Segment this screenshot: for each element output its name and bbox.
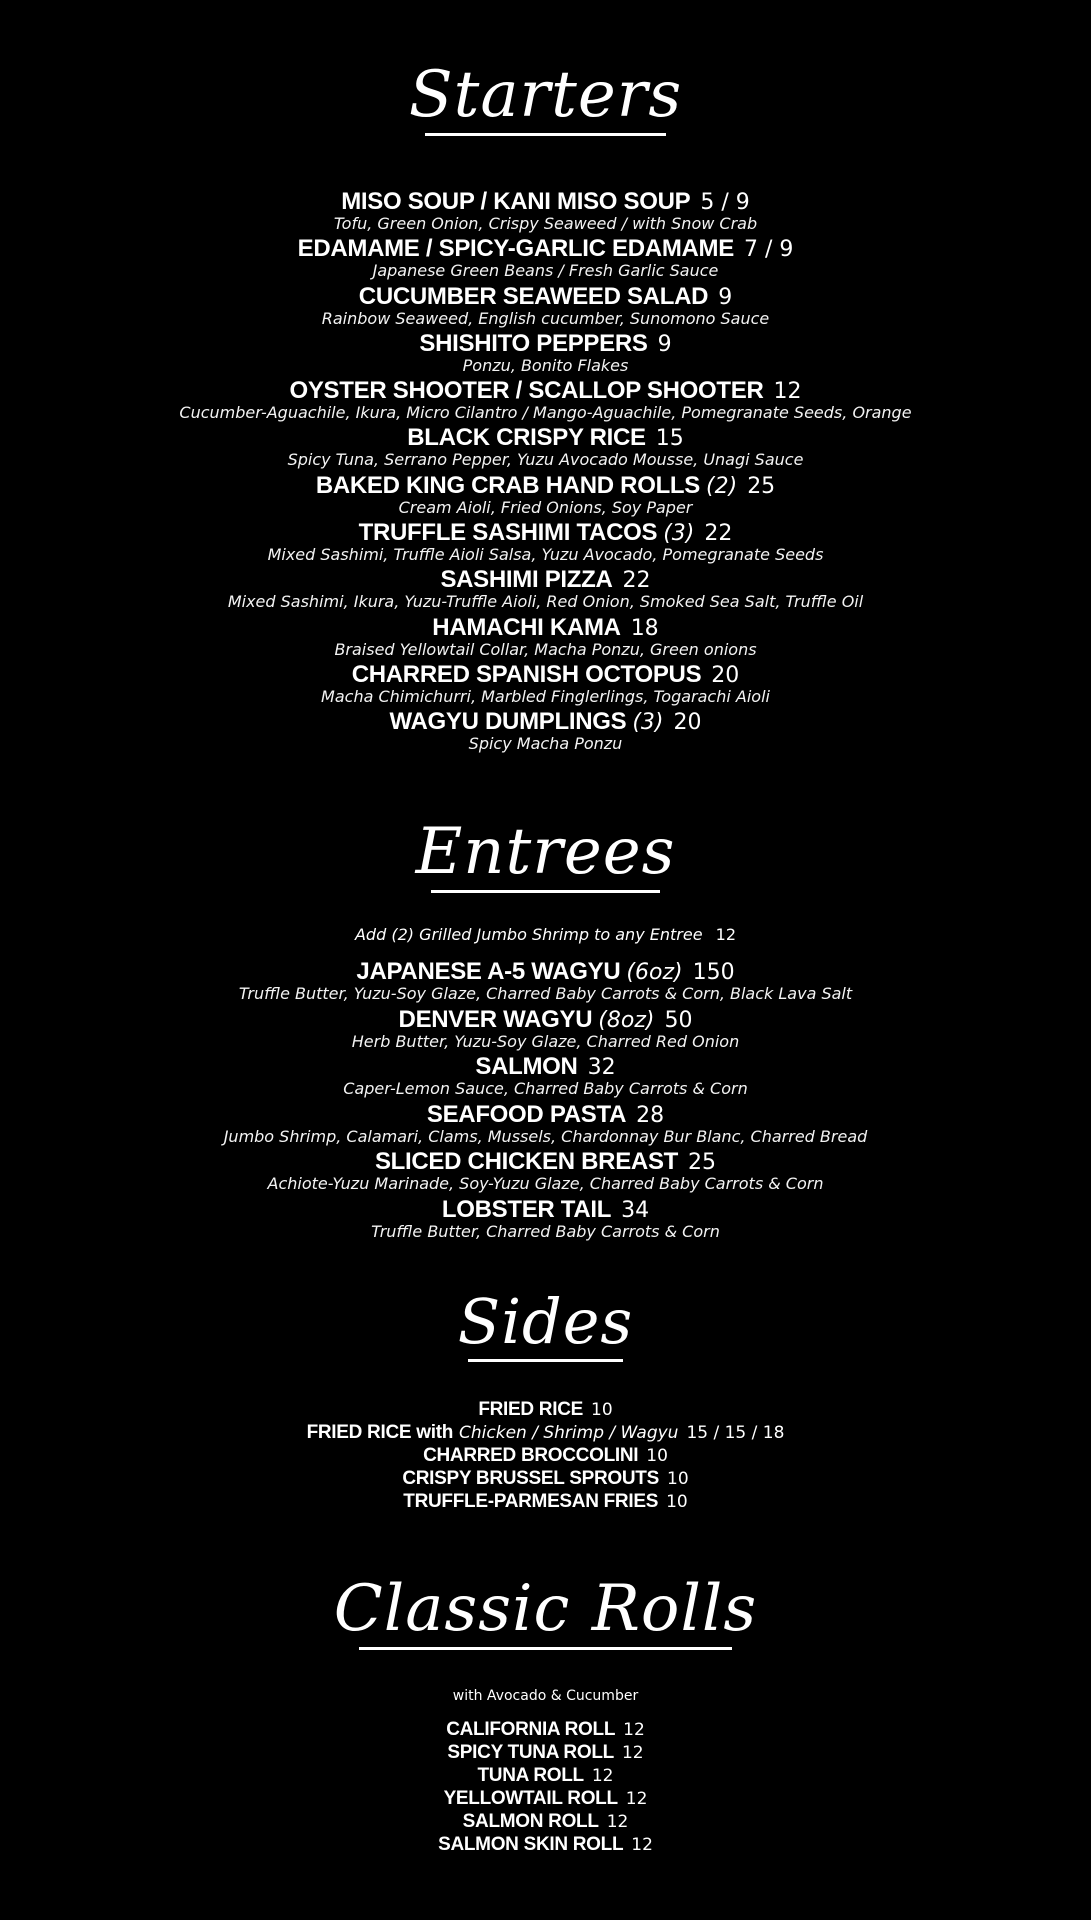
roll-item-name: TUNA ROLL (477, 1765, 584, 1786)
menu-item-line (0, 710, 1091, 734)
menu-item-name: BAKED KING CRAB HAND ROLLS (315, 471, 701, 499)
menu-item-line (0, 1150, 1091, 1174)
roll-item (0, 1810, 1091, 1833)
sides-heading-text: Sides (457, 1285, 634, 1358)
entrees-note-text: Add (2) Grilled Jumbo Shrimp to any Entree (354, 925, 703, 944)
entrees-heading-text: Entrees (415, 815, 676, 889)
side-item (0, 1490, 1091, 1513)
side-item-name: TRUFFLE-PARMESAN FRIES (403, 1491, 659, 1512)
menu-item-note: (3) (632, 710, 664, 736)
menu-item-description: Cucumber-Aguachile, Ikura, Micro Cilantro / Mango-Aguachile, Pomegranate Seeds, Orange (179, 403, 912, 423)
menu-item-price: 34 (621, 1197, 650, 1223)
menu-item-price: 28 (636, 1102, 665, 1128)
menu-item (0, 237, 1091, 284)
side-item-price: 10 (591, 1400, 613, 1420)
roll-item-name: YELLOWTAIL ROLL (443, 1788, 618, 1809)
side-item-price: 10 (666, 1492, 688, 1512)
menu-item-name: OYSTER SHOOTER / SCALLOP SHOOTER (289, 377, 764, 405)
menu-item-description: Jumbo Shrimp, Calamari, Clams, Mussels, Chardonnay Bur Blanc, Charred Bread (223, 1126, 868, 1146)
menu-item-price: 7 / 9 (743, 237, 794, 263)
starters-heading (409, 58, 682, 132)
menu-item-price: 22 (622, 568, 651, 594)
menu-item-description: Braised Yellowtail Collar, Macha Ponzu, Green onions (334, 639, 757, 659)
menu-item-line (0, 521, 1091, 545)
roll-item-price: 12 (591, 1766, 614, 1786)
menu-item-note: (8oz) (598, 1007, 655, 1033)
rolls-heading-wrap (0, 1572, 1091, 1646)
menu-item-name: DENVER WAGYU (398, 1005, 593, 1033)
menu-item-description: Spicy Macha Ponzu (468, 734, 623, 754)
menu-item-line (0, 568, 1091, 592)
side-item (0, 1398, 1091, 1421)
menu-item-name: MISO SOUP / KANI MISO SOUP (341, 188, 691, 215)
menu-item-line (0, 660, 1091, 688)
menu-item (0, 960, 1091, 1008)
side-item-name: FRIED RICE (478, 1399, 584, 1420)
menu-item (0, 282, 1091, 332)
roll-item (0, 1764, 1091, 1787)
menu-item-line (0, 426, 1091, 450)
menu-item-description: Macha Chimichurri, Marbled Finglerlings, Togarachi Aioli (321, 686, 770, 706)
menu-item-name: LOBSTER TAIL (441, 1195, 612, 1223)
menu-item-name: SEAFOOD PASTA (426, 1100, 627, 1128)
menu-item-description: Truffle Butter, Charred Baby Carrots & Corn (371, 1221, 720, 1241)
menu-item-line (0, 960, 1091, 984)
menu-item-price: 15 (655, 426, 684, 452)
side-item-price: 15 / 15 / 18 (686, 1423, 785, 1443)
menu-item-name: CHARRED SPANISH OCTOPUS (351, 660, 702, 688)
menu-item-description: Tofu, Green Onion, Crispy Seaweed / with Snow Crab (333, 214, 758, 233)
menu-item-line (0, 471, 1091, 499)
side-item-options: Chicken / Shrimp / Wagyu (459, 1423, 679, 1443)
menu-item (0, 710, 1091, 757)
menu-item-description: Mixed Sashimi, Truffle Aioli Salsa, Yuzu Avocado, Pomegranate Seeds (267, 545, 824, 565)
menu-item-price: 20 (673, 710, 702, 736)
menu-item-line (0, 1005, 1091, 1033)
sides-heading-wrap (0, 1285, 1091, 1358)
menu-item (0, 471, 1091, 521)
rolls-heading (334, 1572, 757, 1646)
side-item (0, 1444, 1091, 1467)
menu-item-name: BLACK CRISPY RICE (407, 424, 646, 452)
roll-item-price: 12 (621, 1743, 644, 1763)
menu-item (0, 613, 1091, 663)
sides-heading-underline (468, 1359, 622, 1362)
roll-item (0, 1833, 1091, 1856)
menu-item-name: SALMON (475, 1053, 578, 1080)
menu-item-price: 50 (664, 1007, 693, 1033)
menu-item-line (0, 1055, 1091, 1079)
menu-item-name: SASHIMI PIZZA (440, 566, 613, 594)
menu-item-note: (2) (706, 473, 738, 499)
menu-item-price: 18 (630, 615, 659, 641)
menu-item-description: Spicy Tuna, Serrano Pepper, Yuzu Avocado Mousse, Unagi Sauce (287, 450, 804, 470)
menu-item-price: 22 (704, 521, 733, 547)
menu-item-description: Caper-Lemon Sauce, Charred Baby Carrots & Corn (343, 1079, 748, 1098)
side-item-price: 10 (646, 1446, 668, 1466)
menu-item-price: 25 (688, 1150, 717, 1175)
menu-item-line (0, 379, 1091, 403)
menu-item (0, 1150, 1091, 1198)
menu-item-description: Herb Butter, Yuzu-Soy Glaze, Charred Red Onion (351, 1031, 740, 1051)
starters-heading-underline (425, 133, 666, 136)
menu-item-description: Ponzu, Bonito Flakes (462, 355, 629, 375)
menu-item-description: Japanese Green Beans / Fresh Garlic Sauce (372, 261, 719, 281)
entrees-list (0, 960, 1091, 1245)
menu-item-price: 20 (711, 662, 740, 688)
menu-item-price: 12 (773, 379, 802, 405)
roll-item (0, 1718, 1091, 1741)
side-item-price: 10 (667, 1469, 689, 1489)
side-item (0, 1421, 1091, 1444)
rolls-heading-underline (359, 1647, 732, 1650)
menu-item-name: JAPANESE A-5 WAGYU (356, 958, 621, 985)
entrees-note-price: 12 (715, 925, 736, 944)
menu-item (0, 190, 1091, 237)
side-item-name: CHARRED BROCCOLINI (423, 1445, 639, 1466)
roll-item-price: 12 (625, 1789, 648, 1809)
menu-item (0, 1005, 1091, 1056)
menu-item (0, 521, 1091, 568)
entrees-heading-wrap (0, 815, 1091, 889)
roll-item-price: 12 (606, 1812, 629, 1832)
menu-item-description: Cream Aioli, Fried Onions, Soy Paper (398, 497, 693, 517)
menu-item (0, 426, 1091, 473)
menu-item (0, 1100, 1091, 1151)
menu-item-price: 150 (692, 960, 735, 985)
menu-item-line (0, 1195, 1091, 1223)
menu-item-description: Rainbow Seaweed, English cucumber, Sunomono Sauce (321, 308, 770, 328)
menu-item-description: Truffle Butter, Yuzu-Soy Glaze, Charred Baby Carrots & Corn, Black Lava Salt (238, 984, 853, 1003)
menu-item (0, 329, 1091, 379)
menu-item-price: 9 (718, 284, 733, 310)
sides-list (0, 1398, 1091, 1513)
rolls-note: with Avocado & Cucumber (452, 1688, 639, 1704)
side-item-name: CRISPY BRUSSEL SPROUTS (402, 1468, 659, 1489)
menu-item-price: 25 (747, 473, 776, 499)
rolls-list (0, 1718, 1091, 1856)
menu-item-line (0, 190, 1091, 214)
starters-heading-wrap (0, 58, 1091, 132)
menu-item-line (0, 329, 1091, 357)
sides-heading (458, 1285, 634, 1358)
menu-item-name: SHISHITO PEPPERS (419, 329, 648, 357)
roll-item (0, 1741, 1091, 1764)
menu-item (0, 1195, 1091, 1246)
starters-list (0, 190, 1091, 758)
menu-item-price: 32 (587, 1055, 616, 1080)
roll-item-price: 12 (623, 1720, 645, 1740)
menu-item-name: WAGYU DUMPLINGS (389, 708, 627, 736)
menu-item-price: 9 (657, 331, 672, 357)
roll-item-name: SALMON SKIN ROLL (438, 1834, 624, 1855)
menu-item-name: SLICED CHICKEN BREAST (374, 1148, 679, 1175)
menu-item (0, 660, 1091, 710)
menu-item (0, 1055, 1091, 1103)
menu-item-line (0, 282, 1091, 310)
menu-item (0, 379, 1091, 426)
entrees-heading-underline (431, 890, 660, 893)
menu-item-note: (3) (663, 521, 695, 547)
menu-item-name: EDAMAME / SPICY-GARLIC EDAMAME (297, 235, 734, 263)
menu-item-description: Achiote-Yuzu Marinade, Soy-Yuzu Glaze, Charred Baby Carrots & Corn (267, 1174, 824, 1193)
menu-item-line (0, 237, 1091, 261)
menu-item-line (0, 1100, 1091, 1128)
menu-item-name: TRUFFLE SASHIMI TACOS (358, 519, 658, 547)
menu-item-name: HAMACHI KAMA (432, 613, 621, 641)
menu-item-name: CUCUMBER SEAWEED SALAD (358, 282, 709, 310)
menu-item-note: (6oz) (626, 960, 683, 985)
side-item (0, 1467, 1091, 1490)
roll-item-price: 12 (631, 1835, 653, 1855)
side-item-name: FRIED RICE with (306, 1422, 454, 1443)
rolls-note-wrap (0, 1688, 1091, 1720)
menu-item-price: 5 / 9 (700, 190, 750, 215)
roll-item-name: SALMON ROLL (462, 1811, 599, 1832)
rolls-heading-text: Classic Rolls (333, 1572, 758, 1646)
roll-item-name: CALIFORNIA ROLL (446, 1719, 616, 1740)
menu-item-line (0, 613, 1091, 641)
roll-item-name: SPICY TUNA ROLL (447, 1742, 614, 1763)
menu-item (0, 568, 1091, 615)
entrees-heading (416, 815, 676, 889)
menu-item-description: Mixed Sashimi, Ikura, Yuzu-Truffle Aioli, Red Onion, Smoked Sea Salt, Truffle Oil (227, 592, 864, 612)
roll-item (0, 1787, 1091, 1810)
starters-heading-text: Starters (408, 58, 683, 132)
